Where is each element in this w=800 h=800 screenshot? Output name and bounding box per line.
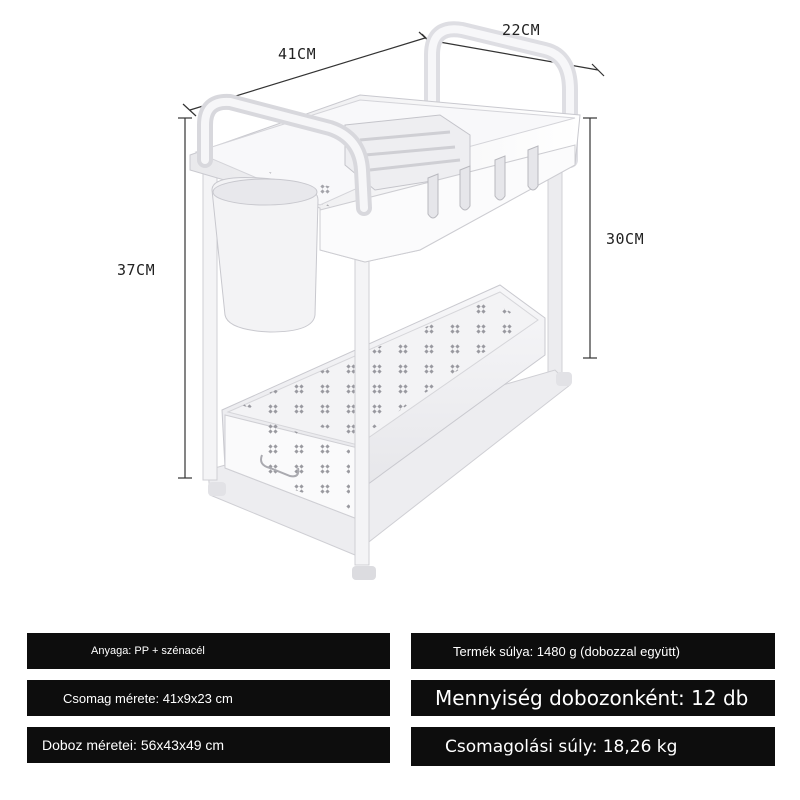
spec-bar-qty-per-box xyxy=(411,680,775,716)
spec-package-size: Csomag mérete: 41x9x23 cm xyxy=(63,690,233,706)
spec-product-weight: Termék súlya: 1480 g (dobozzal együtt) xyxy=(453,643,680,659)
front-leg-right xyxy=(355,255,369,565)
width-dimension-label: 41CM xyxy=(278,45,317,63)
spec-qty-per-box: Mennyiség dobozonként: 12 db xyxy=(435,686,749,710)
spec-bar-package-weight xyxy=(411,727,775,766)
height-total-dimension-label: 37CM xyxy=(117,261,156,279)
spec-bar-package-size xyxy=(27,680,390,716)
spec-bar-product-weight xyxy=(411,633,775,669)
height-upper-dimension-label: 30CM xyxy=(606,230,645,248)
spec-box-size: Doboz méretei: 56x43x49 cm xyxy=(42,737,225,753)
spec-bar-material xyxy=(27,633,390,669)
back-leg xyxy=(548,160,562,390)
spec-bar-box-size xyxy=(27,727,390,763)
spec-package-weight: Csomagolási súly: 18,26 kg xyxy=(445,736,678,757)
depth-dimension-label: 22CM xyxy=(502,21,541,39)
spec-material: Anyaga: PP + szénacél xyxy=(91,645,205,657)
